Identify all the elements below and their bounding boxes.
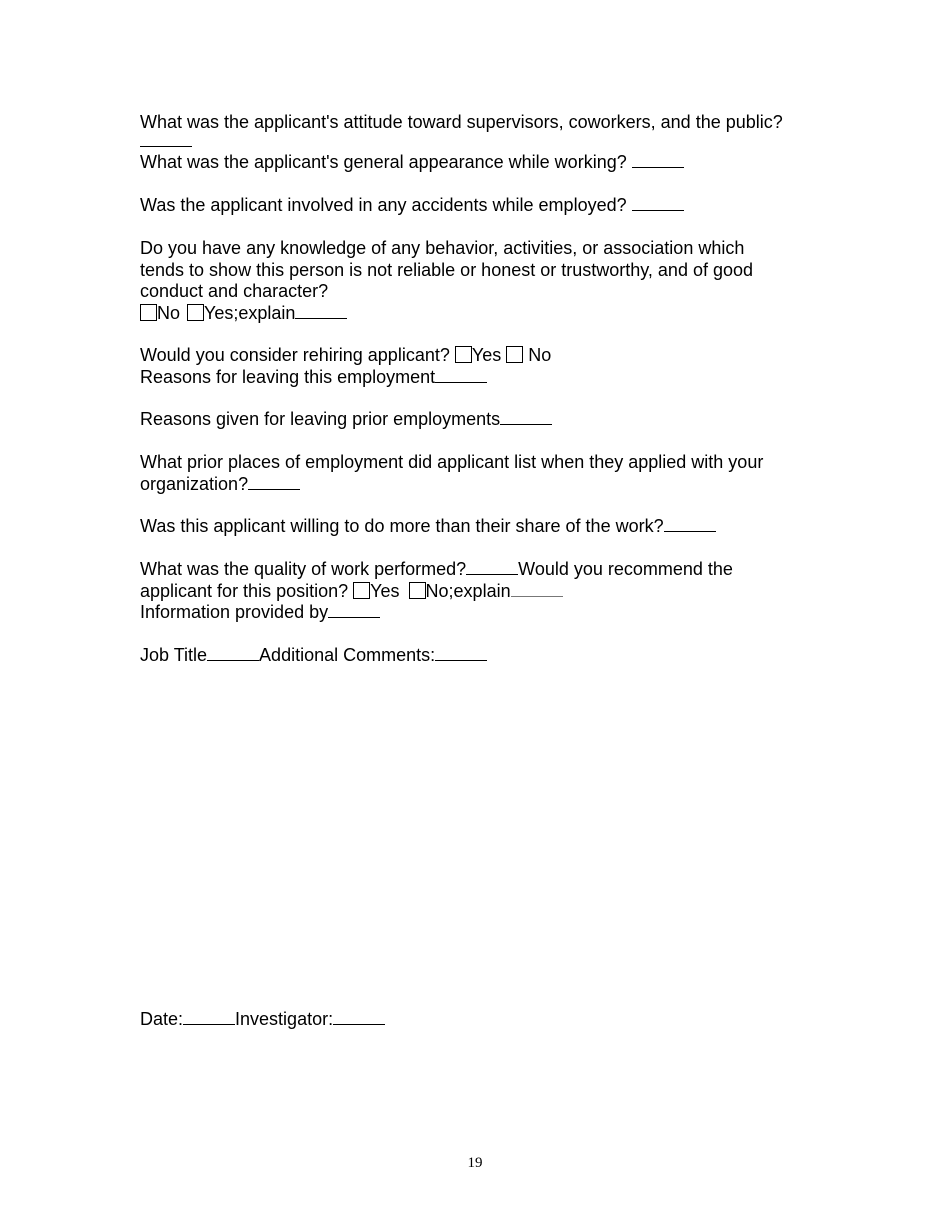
info-provided-row (140, 602, 733, 624)
reasons-prior-blank[interactable] (500, 409, 552, 425)
question-recommend-text: Would you recommend the (518, 559, 733, 579)
willing-answer-blank[interactable] (664, 516, 716, 532)
question-knowledge-line2: tends to show this person is not reliable or honest or trustworthy, and of good (140, 259, 754, 280)
recommend-yes-checkbox[interactable] (353, 582, 370, 599)
additional-comments-blank[interactable] (435, 645, 487, 661)
additional-comments-label: Additional Comments: (259, 645, 436, 665)
question-prior-places (140, 452, 763, 495)
investigator-label: Investigator: (235, 1009, 334, 1029)
question-attitude-text: What was the applicant's attitude toward supervisors, coworkers, and the public? (140, 112, 783, 132)
quality-answer-blank[interactable] (466, 559, 518, 575)
question-willing-text: Was this applicant willing to do more than their share of the work? (140, 516, 664, 536)
rehire-no-label: No (528, 345, 552, 365)
appearance-answer-blank[interactable] (632, 152, 684, 168)
question-accidents-text: Was the applicant involved in any accidents while employed? (140, 195, 627, 215)
investigator-blank[interactable] (333, 1009, 385, 1025)
date-blank[interactable] (183, 1009, 235, 1025)
quality-line2 (140, 581, 733, 603)
question-quality (140, 559, 733, 624)
info-provided-blank[interactable] (328, 602, 380, 618)
job-title-blank[interactable] (207, 645, 259, 661)
rehire-yes-checkbox[interactable] (455, 346, 472, 363)
job-title-row (140, 645, 487, 667)
date-investigator-row (140, 1009, 385, 1031)
question-quality-text: What was the quality of work performed? (140, 559, 467, 579)
knowledge-options (140, 303, 753, 325)
attitude-answer-row (140, 131, 192, 153)
recommend-no-checkbox[interactable] (409, 582, 426, 599)
rehire-no-checkbox[interactable] (506, 346, 523, 363)
info-provided-text: Information provided by (140, 602, 329, 622)
rehire-yes-label: Yes (471, 345, 502, 365)
question-willing (140, 516, 716, 538)
knowledge-yes-checkbox[interactable] (187, 304, 204, 321)
page-number: 19 (467, 1155, 483, 1171)
reasons-leaving-blank[interactable] (435, 367, 487, 383)
question-appearance-text: What was the applicant's general appearance while working? (140, 152, 627, 172)
question-reasons-prior (140, 409, 552, 431)
recommend-yes-label: Yes (370, 580, 400, 601)
question-prior-places-line1: What prior places of employment did applicant list when they applied with your (140, 452, 764, 472)
question-rehire (140, 345, 551, 367)
question-prior-places-line2: organization? (140, 473, 249, 494)
prior-places-blank[interactable] (248, 474, 300, 490)
question-appearance (140, 152, 684, 174)
question-reasons-leaving-text: Reasons for leaving this employment (140, 367, 436, 387)
job-title-label: Job Title (140, 645, 208, 665)
question-rehire-text: Would you consider rehiring applicant? (140, 345, 450, 365)
knowledge-no-label: No (157, 302, 181, 323)
question-knowledge (140, 238, 753, 324)
question-reasons-leaving (140, 367, 487, 389)
prior-places-line2-row (140, 474, 763, 496)
question-knowledge-line1: Do you have any knowledge of any behavior, activities, or association which (140, 238, 745, 258)
quality-line1 (140, 559, 733, 581)
question-recommend-line2: applicant for this position? (140, 580, 349, 601)
recommend-explain-blank[interactable] (511, 581, 563, 597)
date-label: Date: (140, 1009, 184, 1029)
question-accidents (140, 195, 684, 217)
question-knowledge-line3: conduct and character? (140, 281, 329, 301)
attitude-answer-blank[interactable] (140, 131, 192, 147)
accidents-answer-blank[interactable] (632, 195, 684, 211)
knowledge-explain-blank[interactable] (295, 303, 347, 319)
question-attitude (140, 112, 783, 134)
recommend-no-label: No;explain (425, 580, 511, 601)
question-reasons-prior-text: Reasons given for leaving prior employments (140, 409, 501, 429)
knowledge-yes-label: Yes;explain (204, 302, 296, 323)
knowledge-no-checkbox[interactable] (140, 304, 157, 321)
